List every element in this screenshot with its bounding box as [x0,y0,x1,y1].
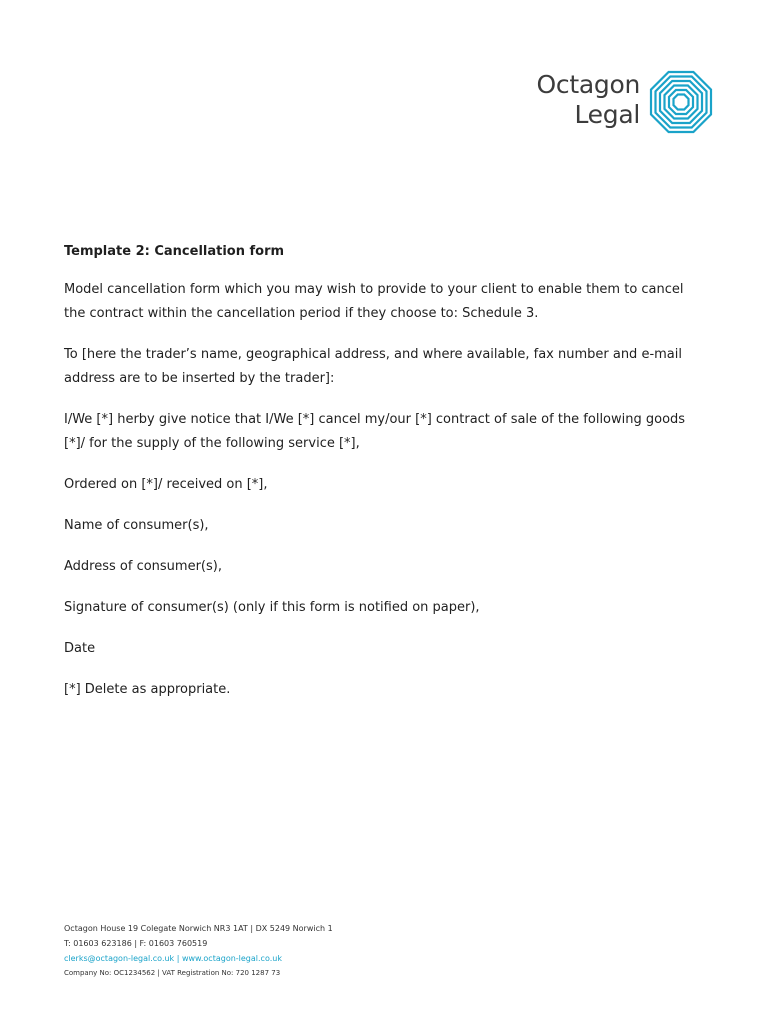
paragraph-intro: Model cancellation form which you may wish to provide to your client to enable them to cancel the contract within the cancellation period if they choose to: Schedule 3. [64,282,684,321]
company-logo [505,66,720,136]
logo-line-2: Legal [574,100,640,129]
logo-line-1: Octagon [536,70,640,99]
document-body [64,243,704,719]
paragraph-addressee: To [here the trader’s name, geographical address, and where available, fax number and e-mail address are to be inserted by the trader]: [64,347,682,386]
paragraph-notice: I/We [*] herby give notice that I/We [*] cancel my/our [*] contract of sale of the following goods [*]/ for the supply of the following service [*], [64,412,686,451]
footer-registration: Company No: OC1234562 | VAT Registration No: 720 1287 73 [64,969,281,977]
page-footer [64,921,564,981]
paragraph-address: Address of consumer(s), [64,559,222,574]
footer-address: Octagon House 19 Colegate Norwich NR3 1AT | DX 5249 Norwich 1 [64,924,333,933]
footer-phones: T: 01603 623186 | F: 01603 760519 [64,939,208,948]
paragraph-delete-note: [*] Delete as appropriate. [64,682,231,697]
paragraph-date: Date [64,641,96,656]
paragraph-ordered: Ordered on [*]/ received on [*], [64,477,268,492]
document-title: Template 2: Cancellation form [64,244,285,259]
paragraph-name: Name of consumer(s), [64,518,209,533]
logo-wordmark [537,70,640,130]
octagon-rings-icon [649,70,713,134]
footer-contact-links[interactable]: clerks@octagon-legal.co.uk | www.octagon-legal.co.uk [64,954,282,963]
paragraph-signature: Signature of consumer(s) (only if this form is notified on paper), [64,600,480,615]
